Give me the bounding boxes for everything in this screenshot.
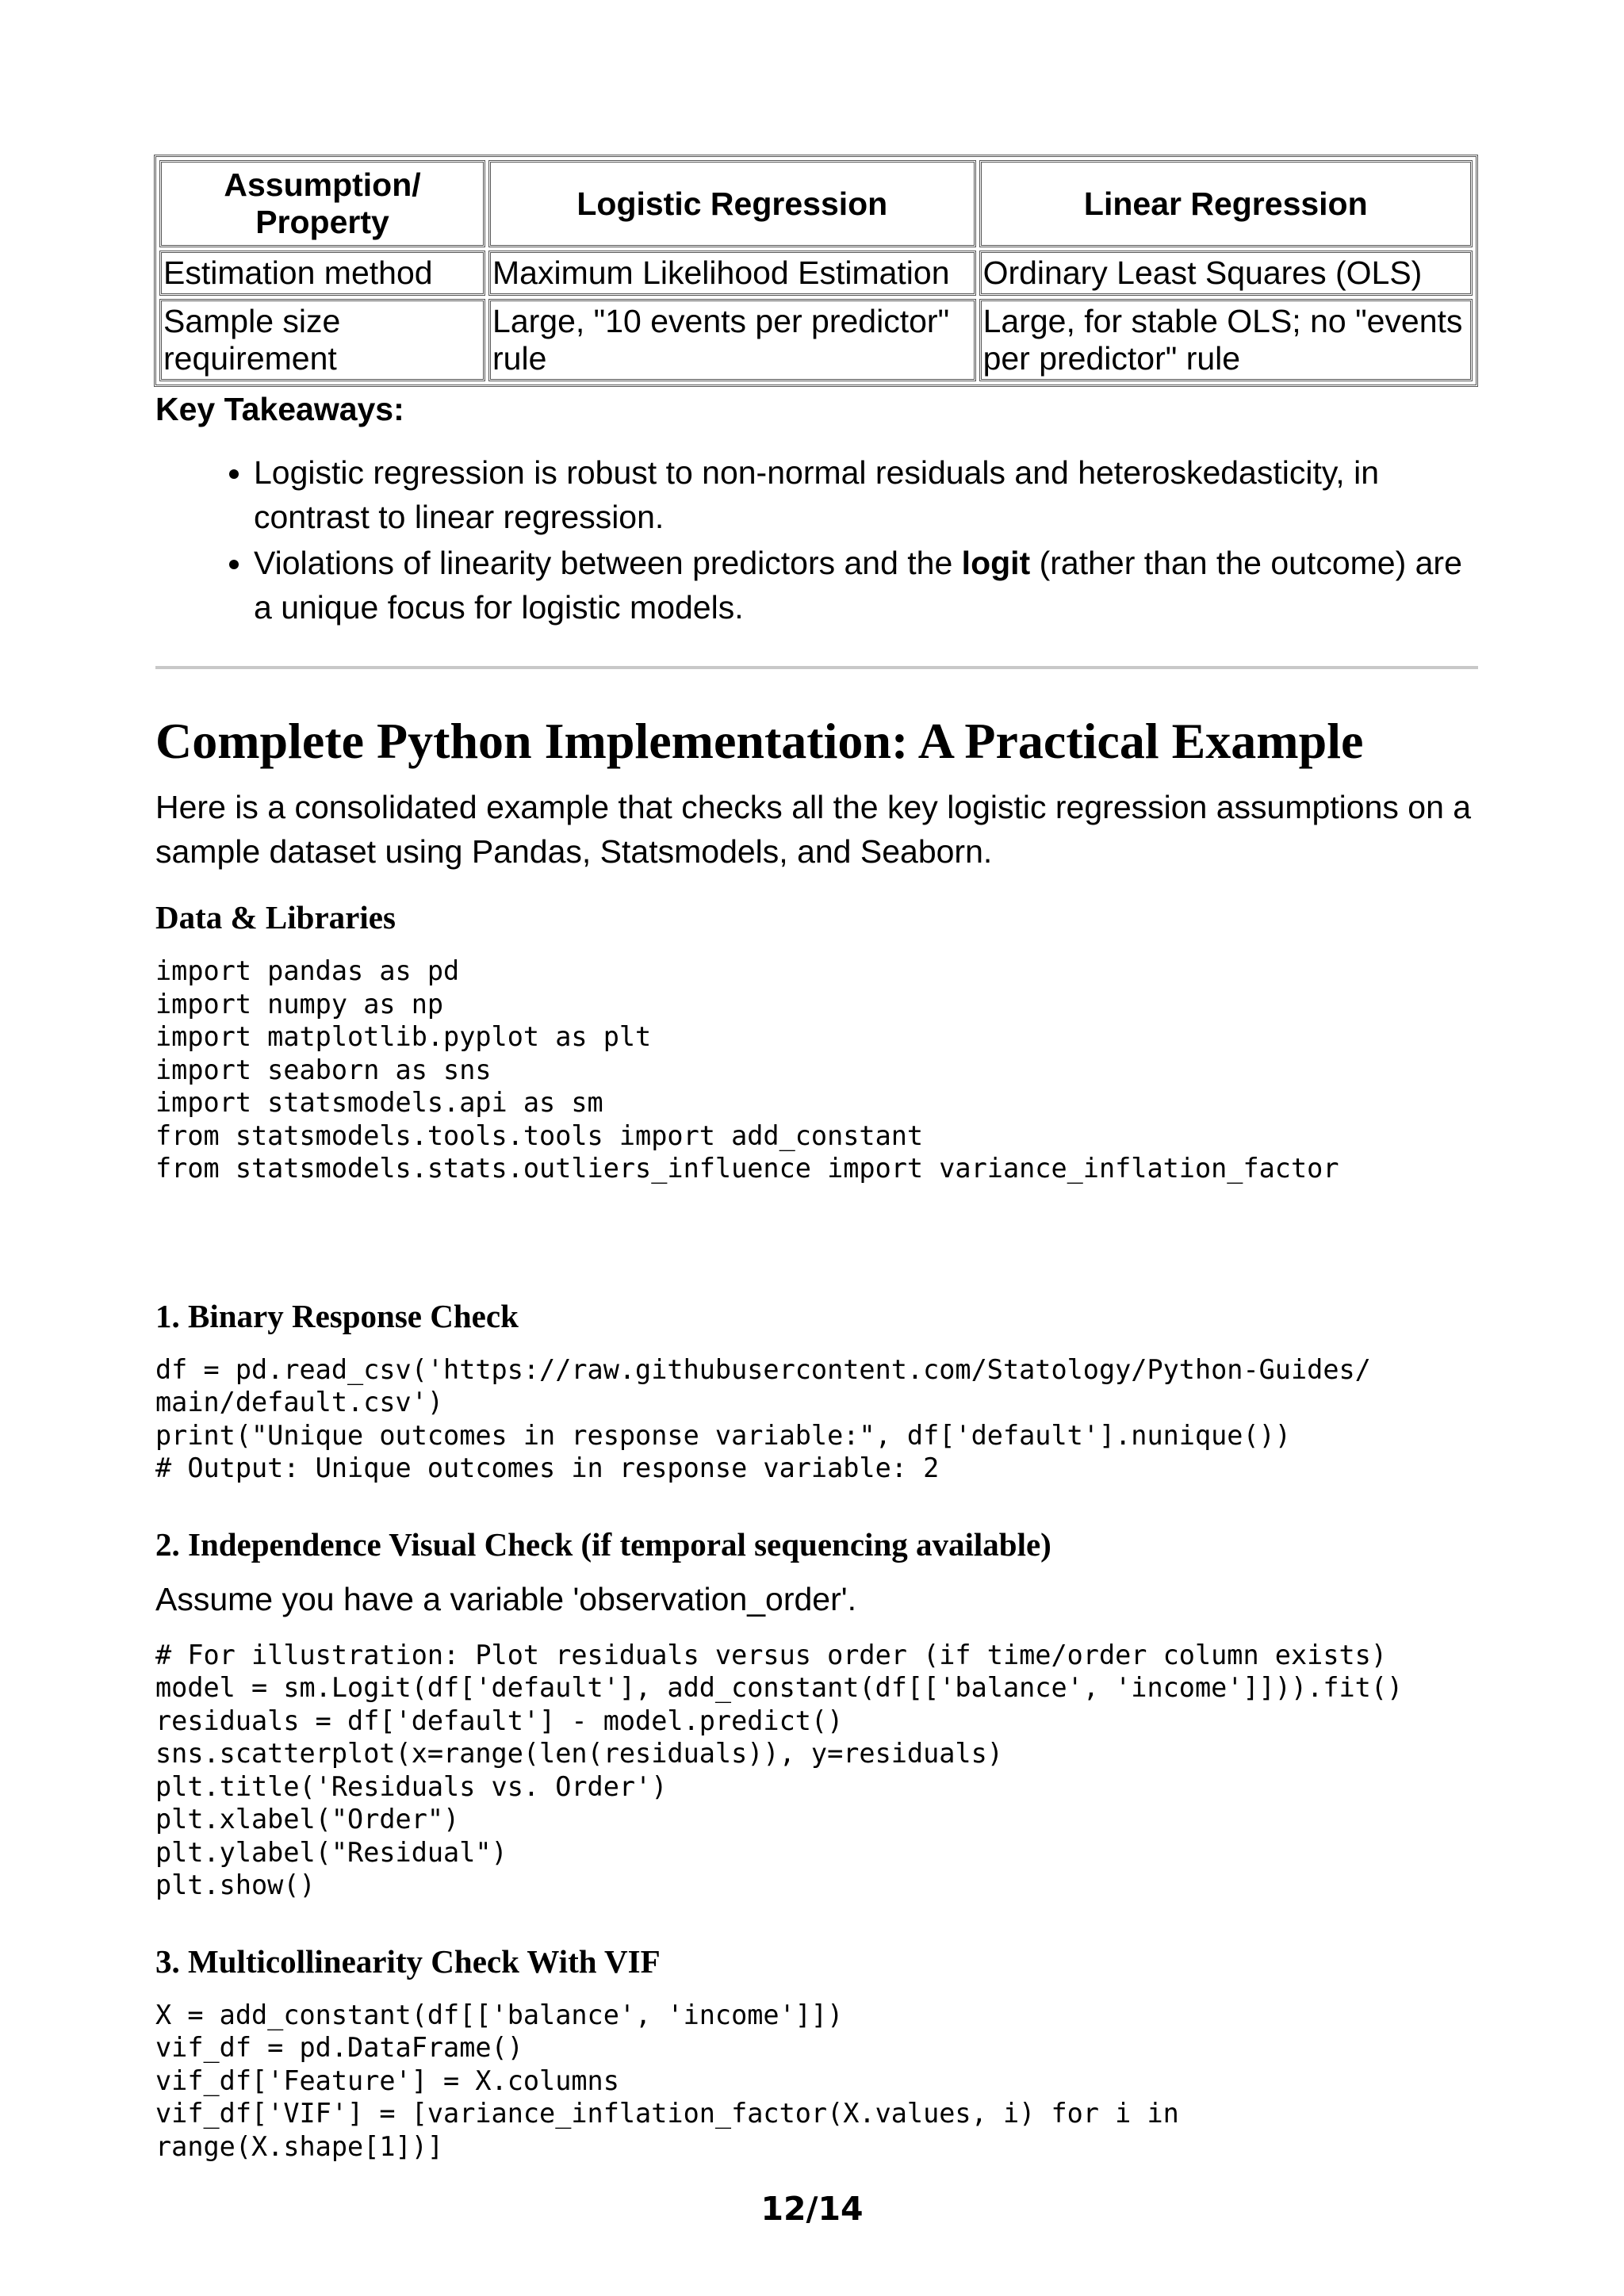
code-block: X = add_constant(df[['balance', 'income']]) vif_df = pd.DataFrame() vif_df['Feature'] = X.columns vif_df['VIF'] = [variance_inflation_factor(X.values, i) for i in range(X.shape[1])] xyxy=(155,1999,1179,2162)
data-libraries-block xyxy=(155,897,1478,1185)
assumption-note: Assume you have a variable 'observation_order'. xyxy=(155,1580,856,1617)
independence-check-block xyxy=(155,1525,1478,1902)
table-cell: Maximum Likelihood Estimation xyxy=(488,251,976,296)
list-item xyxy=(254,541,1478,629)
section-divider xyxy=(155,666,1478,669)
takeaways-list xyxy=(155,450,1478,629)
table-header-cell: Assumption/ Property xyxy=(159,160,485,247)
key-takeaways-heading: Key Takeaways: xyxy=(155,391,404,427)
list-item xyxy=(254,450,1478,539)
subsection-heading: 1. Binary Response Check xyxy=(155,1297,519,1334)
page-number: 12/14 xyxy=(760,2190,864,2228)
document-page xyxy=(155,155,1478,2163)
bullet-text: Violations of linearity between predictors and the xyxy=(254,545,962,581)
table-cell: Large, "10 events per predictor" rule xyxy=(488,299,976,381)
subsection-heading: 2. Independence Visual Check (if temporal sequencing available) xyxy=(155,1525,1051,1563)
comparison-table xyxy=(154,155,1478,387)
table-row xyxy=(159,251,1473,296)
code-block: import pandas as pd import numpy as np import matplotlib.pyplot as plt import seaborn as sns import statsmodels.api as sm from statsmodels.tools.tools import add_constant from statsmodels.stats.outliers_influence import variance_inflation_factor xyxy=(155,955,1339,1184)
table-row xyxy=(159,299,1473,381)
table-cell: Large, for stable OLS; no "events per predictor" rule xyxy=(979,299,1473,381)
section-intro: Here is a consolidated example that checks all the key logistic regression assumptions on a sample dataset using Pandas, Statsmodels, and Seaborn. xyxy=(155,789,1472,870)
subsection-heading: Data & Libraries xyxy=(155,899,396,936)
bullet-text: (rather than the outcome) are a unique focus for logistic models. xyxy=(254,545,1462,626)
table-cell: Estimation method xyxy=(159,251,485,296)
table-header-cell: Logistic Regression xyxy=(488,160,976,247)
table-header-cell: Linear Regression xyxy=(979,160,1473,247)
table-cell: Sample size requirement xyxy=(159,299,485,381)
bold-term: logit xyxy=(961,545,1031,581)
vif-check-block xyxy=(155,1942,1478,2164)
subsection-heading: 3. Multicollinearity Check With VIF xyxy=(155,1942,661,1980)
section-title: Complete Python Implementation: A Practical Example xyxy=(155,713,1364,769)
code-block: df = pd.read_csv('https://raw.githubusercontent.com/Statology/Python-Guides/ main/default.csv') print("Unique outcomes in response variable:", df['default'].nunique()) # Output: Unique outcomes in response variable: 2 xyxy=(155,1353,1371,1483)
bullet-text: Logistic regression is robust to non-normal residuals and heteroskedasticity, in contrast to linear regression. xyxy=(254,454,1380,535)
table-header-row xyxy=(159,160,1473,247)
table-cell: Ordinary Least Squares (OLS) xyxy=(979,251,1473,296)
binary-response-block xyxy=(155,1296,1478,1485)
code-block: # For illustration: Plot residuals versus order (if time/order column exists) model = sm.Logit(df['default'], add_constant(df[['balance', 'income']])).fit() residuals = df['default'] - model.predict() sns.scatterplot(x=range(len(residuals)), y=residuals) plt.title('Residuals vs. Order') plt.xlabel("Order") plt.ylabel("Residual") plt.show() xyxy=(155,1639,1404,1900)
